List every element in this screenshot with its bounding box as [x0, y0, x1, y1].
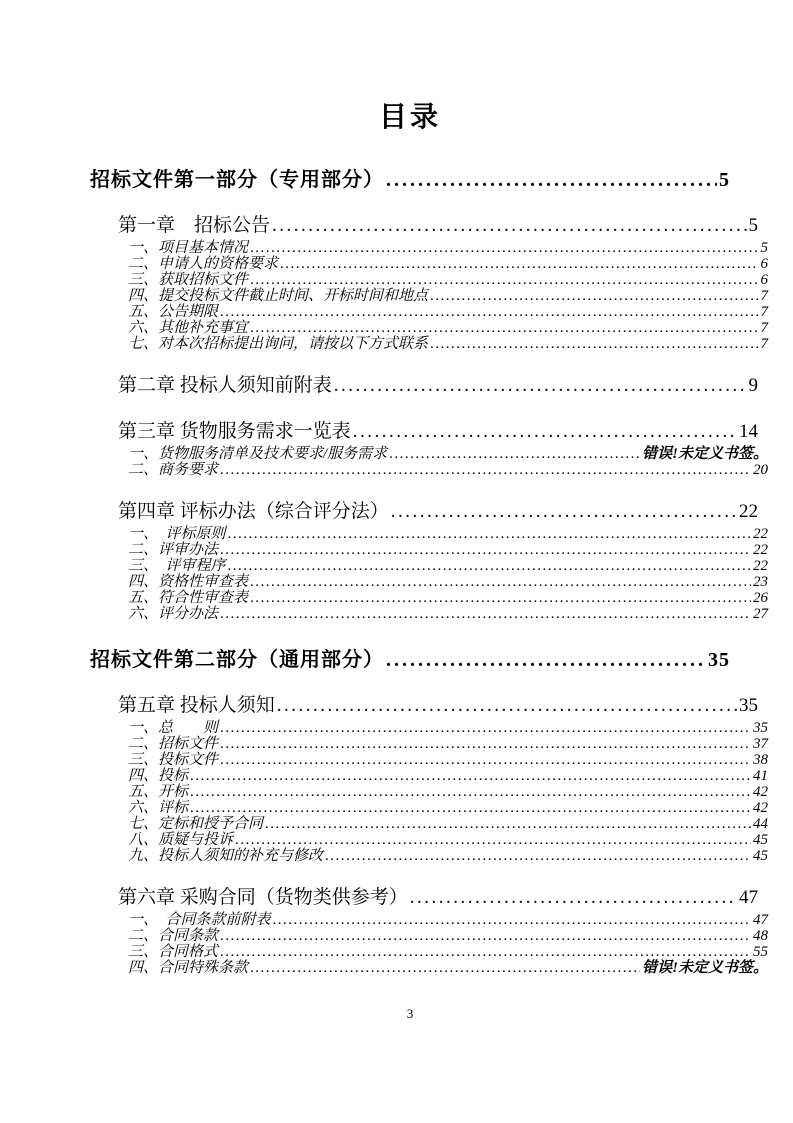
toc-entry-page: 55	[753, 944, 768, 960]
toc-dot-leader	[250, 320, 758, 336]
toc-dot-leader	[430, 288, 758, 304]
toc-entry-page: 5	[719, 169, 730, 191]
toc-entry-page: 错误!未定义书签。	[642, 446, 768, 462]
toc-entry[interactable]	[90, 736, 768, 752]
toc-entry-page: 22	[753, 542, 768, 558]
toc-entry-page: 7	[760, 320, 768, 336]
toc-entry-page: 47	[753, 912, 768, 928]
toc-entry[interactable]	[90, 912, 768, 928]
toc-entry[interactable]	[90, 694, 758, 718]
toc-entry-page: 44	[753, 816, 768, 832]
toc-entry-page: 22	[753, 526, 768, 542]
toc-entry[interactable]	[90, 420, 758, 444]
toc-entry[interactable]	[90, 462, 768, 478]
toc-entry[interactable]	[90, 272, 768, 288]
toc-entry-label: 一、项目基本情况	[128, 240, 249, 256]
toc-dot-leader	[220, 944, 751, 960]
toc-entry[interactable]	[90, 606, 768, 622]
toc-entry-page: 5	[760, 240, 768, 256]
toc-dot-leader	[235, 832, 751, 848]
toc-entry-label: 第一章 招标公告	[118, 215, 271, 236]
toc-entry[interactable]	[90, 446, 768, 462]
toc-entry-page: 9	[748, 375, 758, 396]
toc-entry-page: 26	[753, 590, 768, 606]
toc-dot-leader	[325, 848, 751, 864]
toc-entry[interactable]	[90, 752, 768, 768]
toc-entry[interactable]	[90, 590, 768, 606]
toc-entry-label: 第六章 采购合同（货物类供参考）	[118, 887, 408, 908]
toc-dot-leader	[250, 590, 751, 606]
toc-dot-leader	[220, 462, 751, 478]
toc-entry[interactable]	[90, 832, 768, 848]
toc-entry-label: 一、总 则	[128, 720, 219, 736]
toc-dot-leader	[250, 960, 640, 976]
toc-entry-label: 三、获取招标文件	[128, 272, 249, 288]
toc-entry[interactable]	[90, 720, 768, 736]
page-title: 目录	[378, 102, 441, 133]
toc-entry[interactable]	[90, 816, 768, 832]
footer-page-number: 3	[406, 1006, 414, 1021]
toc-dot-leader	[220, 720, 751, 736]
toc-entry-page: 37	[753, 736, 768, 752]
toc-entry-label: 二、招标文件	[128, 736, 219, 752]
toc-entry[interactable]	[90, 374, 758, 398]
toc-entry-page: 38	[753, 752, 768, 768]
toc-dot-leader	[220, 928, 751, 944]
toc-entry[interactable]	[90, 574, 768, 590]
toc-dot-leader	[220, 606, 751, 622]
toc-entry-label: 四、合同特殊条款	[128, 960, 249, 976]
toc-entry[interactable]	[90, 768, 768, 784]
toc-entry[interactable]	[90, 168, 730, 192]
toc-dot-leader	[228, 558, 751, 574]
toc-entry-page: 7	[760, 288, 768, 304]
toc-entry-label: 七、定标和授予合同	[128, 816, 264, 832]
toc-entry[interactable]	[90, 214, 758, 238]
toc-entry-label: 六、评分办法	[128, 606, 219, 622]
toc-entry-label: 一、 评标原则	[128, 526, 226, 542]
table-of-contents	[90, 168, 768, 976]
toc-entry-label: 九、投标人须知的补充与修改	[128, 848, 324, 864]
toc-entry-label: 四、资格性审查表	[128, 574, 249, 590]
toc-entry[interactable]	[90, 928, 768, 944]
toc-entry-label: 三、合同格式	[128, 944, 219, 960]
toc-entry-label: 二、评审办法	[128, 542, 219, 558]
toc-entry[interactable]	[90, 304, 768, 320]
toc-entry-label: 六、其他补充事宜	[128, 320, 249, 336]
toc-dot-leader	[190, 768, 751, 784]
toc-dot-leader	[334, 374, 747, 398]
toc-entry-label: 七、对本次招标提出询问，请按以下方式联系	[128, 336, 429, 352]
toc-entry-label: 招标文件第二部分（通用部分）	[90, 649, 384, 671]
toc-entry-page: 14	[739, 421, 758, 442]
toc-dot-leader	[250, 272, 758, 288]
toc-entry[interactable]	[90, 648, 730, 672]
toc-entry-page: 22	[739, 501, 758, 522]
toc-entry-label: 四、投标	[128, 768, 189, 784]
toc-entry-page: 5	[748, 215, 758, 236]
toc-entry[interactable]	[90, 336, 768, 352]
toc-entry[interactable]	[90, 558, 768, 574]
toc-entry-label: 二、申请人的资格要求	[128, 256, 279, 272]
toc-entry-label: 二、商务要求	[128, 462, 219, 478]
toc-entry[interactable]	[90, 886, 758, 910]
toc-entry-label: 第四章 评标办法（综合评分法）	[118, 501, 389, 522]
toc-entry-page: 7	[760, 304, 768, 320]
toc-dot-leader	[250, 574, 751, 590]
toc-dot-leader	[277, 694, 737, 718]
toc-entry-label: 三、投标文件	[128, 752, 219, 768]
toc-entry-page: 27	[753, 606, 768, 622]
toc-entry-label: 招标文件第一部分（专用部分）	[90, 169, 384, 191]
toc-entry-page: 42	[753, 800, 768, 816]
toc-dot-leader	[220, 304, 758, 320]
toc-entry-page: 23	[753, 574, 768, 590]
toc-entry-page: 35	[708, 649, 730, 671]
toc-entry[interactable]	[90, 542, 768, 558]
toc-entry-page: 20	[753, 462, 768, 478]
toc-entry-page: 45	[753, 848, 768, 864]
toc-entry-label: 第三章 货物服务需求一览表	[118, 421, 351, 442]
toc-entry-page: 错误!未定义书签。	[642, 960, 768, 976]
toc-dot-leader	[190, 800, 751, 816]
toc-entry[interactable]	[90, 944, 768, 960]
toc-entry-page: 6	[760, 256, 768, 272]
toc-entry[interactable]	[90, 288, 768, 304]
toc-entry[interactable]	[90, 784, 768, 800]
toc-entry[interactable]	[90, 960, 768, 976]
toc-entry[interactable]	[90, 320, 768, 336]
toc-dot-leader	[280, 256, 758, 272]
toc-dot-leader	[190, 784, 751, 800]
toc-dot-leader	[265, 816, 751, 832]
toc-dot-leader	[410, 886, 737, 910]
toc-dot-leader	[250, 240, 758, 256]
toc-entry[interactable]	[90, 256, 768, 272]
toc-dot-leader	[272, 214, 746, 238]
toc-dot-leader	[220, 542, 751, 558]
toc-entry-page: 41	[753, 768, 768, 784]
toc-entry-label: 三、 评审程序	[128, 558, 226, 574]
toc-dot-leader	[430, 336, 758, 352]
toc-entry[interactable]	[90, 500, 758, 524]
toc-entry-page: 48	[753, 928, 768, 944]
toc-dot-leader	[353, 420, 737, 444]
toc-entry[interactable]	[90, 800, 768, 816]
toc-entry-label: 第二章 投标人须知前附表	[118, 375, 332, 396]
toc-entry-page: 35	[739, 695, 758, 716]
toc-entry-label: 五、公告期限	[128, 304, 219, 320]
toc-entry-page: 6	[760, 272, 768, 288]
toc-entry-label: 一、 合同条款前附表	[128, 912, 271, 928]
toc-entry-page: 47	[739, 887, 758, 908]
toc-dot-leader	[389, 446, 640, 462]
toc-entry[interactable]	[90, 526, 768, 542]
toc-dot-leader	[220, 752, 751, 768]
page-footer	[90, 1006, 730, 1022]
toc-entry-label: 八、质疑与投诉	[128, 832, 234, 848]
toc-entry-page: 7	[760, 336, 768, 352]
toc-entry-label: 第五章 投标人须知	[118, 695, 275, 716]
toc-dot-leader	[391, 500, 737, 524]
toc-entry-label: 五、开标	[128, 784, 189, 800]
toc-entry-label: 六、评标	[128, 800, 189, 816]
toc-entry[interactable]	[90, 848, 768, 864]
toc-entry[interactable]	[90, 240, 768, 256]
toc-entry-page: 35	[753, 720, 768, 736]
toc-dot-leader	[273, 912, 751, 928]
toc-entry-page: 22	[753, 558, 768, 574]
toc-dot-leader	[220, 736, 751, 752]
toc-entry-label: 一、货物服务清单及技术要求/服务需求	[128, 446, 388, 462]
toc-dot-leader	[386, 168, 717, 192]
toc-entry-page: 42	[753, 784, 768, 800]
toc-entry-page: 45	[753, 832, 768, 848]
toc-dot-leader	[386, 648, 706, 672]
toc-dot-leader	[228, 526, 751, 542]
toc-entry-label: 二、合同条款	[128, 928, 219, 944]
toc-entry-label: 五、符合性审查表	[128, 590, 249, 606]
toc-entry-label: 四、提交投标文件截止时间、开标时间和地点	[128, 288, 429, 304]
